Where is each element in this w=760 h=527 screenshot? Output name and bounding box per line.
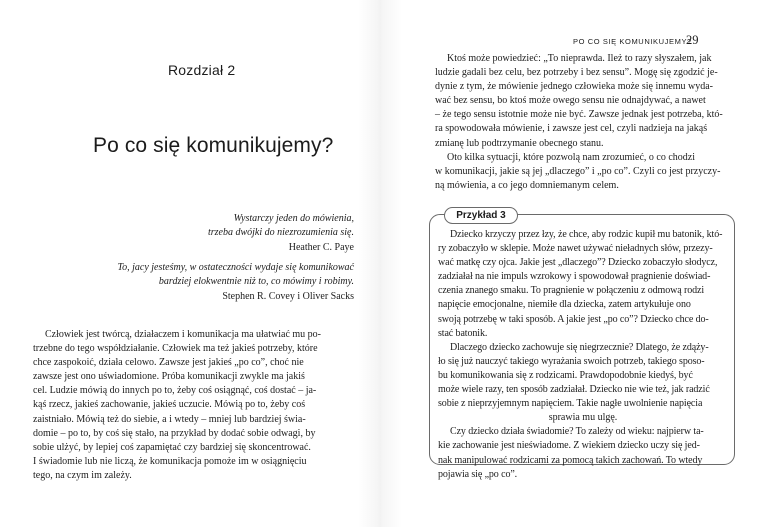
- example-label: Przykład 3: [444, 207, 518, 224]
- text-line: w komunikacji, jakie są jej „dlaczego” i „po co”. Czyli co jest przyczy-: [435, 165, 721, 177]
- epigraph-1: [34, 212, 354, 255]
- chapter-title: Po co się komunikujemy?: [93, 134, 334, 157]
- text-line: stać batonik.: [438, 327, 488, 339]
- epigraph-quote-line: bardziej elokwentnie niż to, co mówimy i robimy.: [158, 276, 354, 287]
- page-number: 29: [686, 33, 699, 47]
- epigraph-2: [34, 261, 354, 304]
- epigraph-quote: [34, 261, 354, 289]
- text-line: Oto kilka sytuacji, które pozwolą nam zrozumieć, o co chodzi: [447, 151, 695, 163]
- text-line: chce zaspokoić, działa celowo. Zawsze jest jakieś „po co”, choć nie: [33, 357, 304, 369]
- epigraph-quote-line: trzeba dwójki do niezrozumienia się.: [207, 227, 354, 238]
- right-body-paragraphs: [435, 52, 735, 193]
- epigraph-quote: [34, 212, 354, 240]
- text-line: Dziecko krzyczy przez łzy, że chce, aby rodzic kupił mu batonik, któ-: [450, 229, 723, 240]
- text-line: może wiele razy, ten sposób zadziałał. Dziecko nie wie też, jak radzić: [438, 384, 710, 396]
- text-line: Człowiek jest twórcą, działaczem i komunikacja ma ułatwiać mu po-: [45, 329, 322, 340]
- text-line: ry zobaczyło w sklepie. Może nawet używać nieładnych słów, przezy-: [438, 243, 713, 255]
- text-line: zmianę lub podtrzymanie obecnego stanu.: [435, 137, 604, 149]
- text-line: kie zachowanie jest nieświadome. Z wiekiem dziecko uczy się jed-: [438, 440, 700, 452]
- text-line: pojawia się „po co”.: [438, 468, 518, 480]
- text-line: swoją potrzebę w taki sposób. A jakie jest „po co”? Dziecko chce do-: [438, 313, 709, 325]
- example-text: [438, 228, 728, 482]
- text-line: Ktoś może powiedzieć: „To nieprawda. Ileż to razy słyszałem, jak: [447, 53, 712, 64]
- right-page: [380, 0, 760, 527]
- chapter-label: Rozdział 2: [168, 62, 236, 78]
- text-line: dynie z tym, że mówienie jednego człowieka może się innemu wyda-: [435, 81, 713, 93]
- text-line: czenia znanego smaku. To pragnienie w połączeniu z odmową rodzi: [438, 285, 705, 297]
- running-head: PO CO SIĘ KOMUNIKUJEMY?: [573, 37, 692, 46]
- epigraph-author: Heather C. Paye: [288, 242, 354, 253]
- text-line: zawsze jest ono uświadomione. Próba komunikacji zwykle ma jakiś: [33, 371, 305, 383]
- text-line: wać bez sensu, bo ktoś może owego sensu nie odnajdywać, a nawet: [435, 95, 706, 107]
- text-line: kąś rzecz, jakieś zachowanie, jakieś uczucie. Mówią po to, żeby coś: [33, 399, 306, 411]
- text-line: Dlaczego dziecko zachowuje się niegrzecznie? Dlatego, że zdąży-: [450, 341, 709, 353]
- text-line: ną mówienia, a co jego domniemanym celem.: [435, 179, 619, 191]
- text-line: ludzie gadali bez celu, bez potrzeby i bez sensu”. Mogę się zgodzić je-: [435, 67, 718, 79]
- left-body-paragraph: [33, 328, 355, 483]
- text-line: cel. Ludzie mówią do innych po to, żeby coś osiągnąć, coś dostać – ja-: [33, 385, 317, 397]
- epigraph-quote-line: To, jacy jesteśmy, w ostateczności wydaje się komunikować: [117, 262, 354, 273]
- text-line: ra spowodowała mówienie, i zawsze jest cel, czyli nadzieja na jakąś: [435, 123, 708, 135]
- text-line: bu komunikowania się z rodzicami. Prawdopodobnie kiedyś, być: [438, 369, 693, 381]
- text-line: – że tego sensu istotnie może nie być. Zawsze jednak jest potrzeba, któ-: [435, 109, 723, 121]
- text-line: napięcie emocjonalne, niemiłe dla dziecka, zatem artykułuje ono: [438, 299, 691, 311]
- text-line: wać matkę czy ojca. Jakie jest „dlaczego”? Dziecko zobaczyło słodycz,: [438, 257, 718, 269]
- text-line: sobie z nieprzyjemnym napięciem. Takie nagłe uwolnienie napięcia: [438, 398, 703, 410]
- text-line: zaistniało. Mówią też do siebie, a i wtedy – mniej lub bardziej świa-: [33, 413, 306, 425]
- text-line: nak manipulować rodzicami za pomocą takich zachowań. To wtedy: [438, 454, 703, 466]
- text-line: trzebne do tego współdziałanie. Człowiek ma też jakieś potrzeby, które: [33, 343, 318, 355]
- text-line: domie – po to, by coś się stało, na przykład by dodać sobie odwagi, by: [33, 427, 316, 439]
- text-line: sobie ulżyć, by lepiej coś zapamiętać czy bardziej się skoncentrować.: [33, 441, 311, 453]
- text-line: sprawia mu ulgę.: [548, 412, 618, 424]
- text-line: Czy dziecko działa świadomie? To zależy od wieku: najpierw ta-: [450, 426, 704, 438]
- text-line: ło się już nauczyć takiego wyrażania swoich potrzeb, takiego sposo-: [438, 355, 705, 367]
- text-line: tego, na czym im zależy.: [33, 469, 132, 481]
- epigraph-author: Stephen R. Covey i Oliver Sacks: [222, 291, 354, 302]
- epigraph-quote-line: Wystarczy jeden do mówienia,: [233, 213, 354, 224]
- text-line: zadziałał na nie impuls wzrokowy i spowodował pragnienie doświad-: [438, 271, 711, 283]
- text-line: I świadomie lub nie liczą, że komunikacja pomoże im w osiągnięciu: [33, 455, 307, 467]
